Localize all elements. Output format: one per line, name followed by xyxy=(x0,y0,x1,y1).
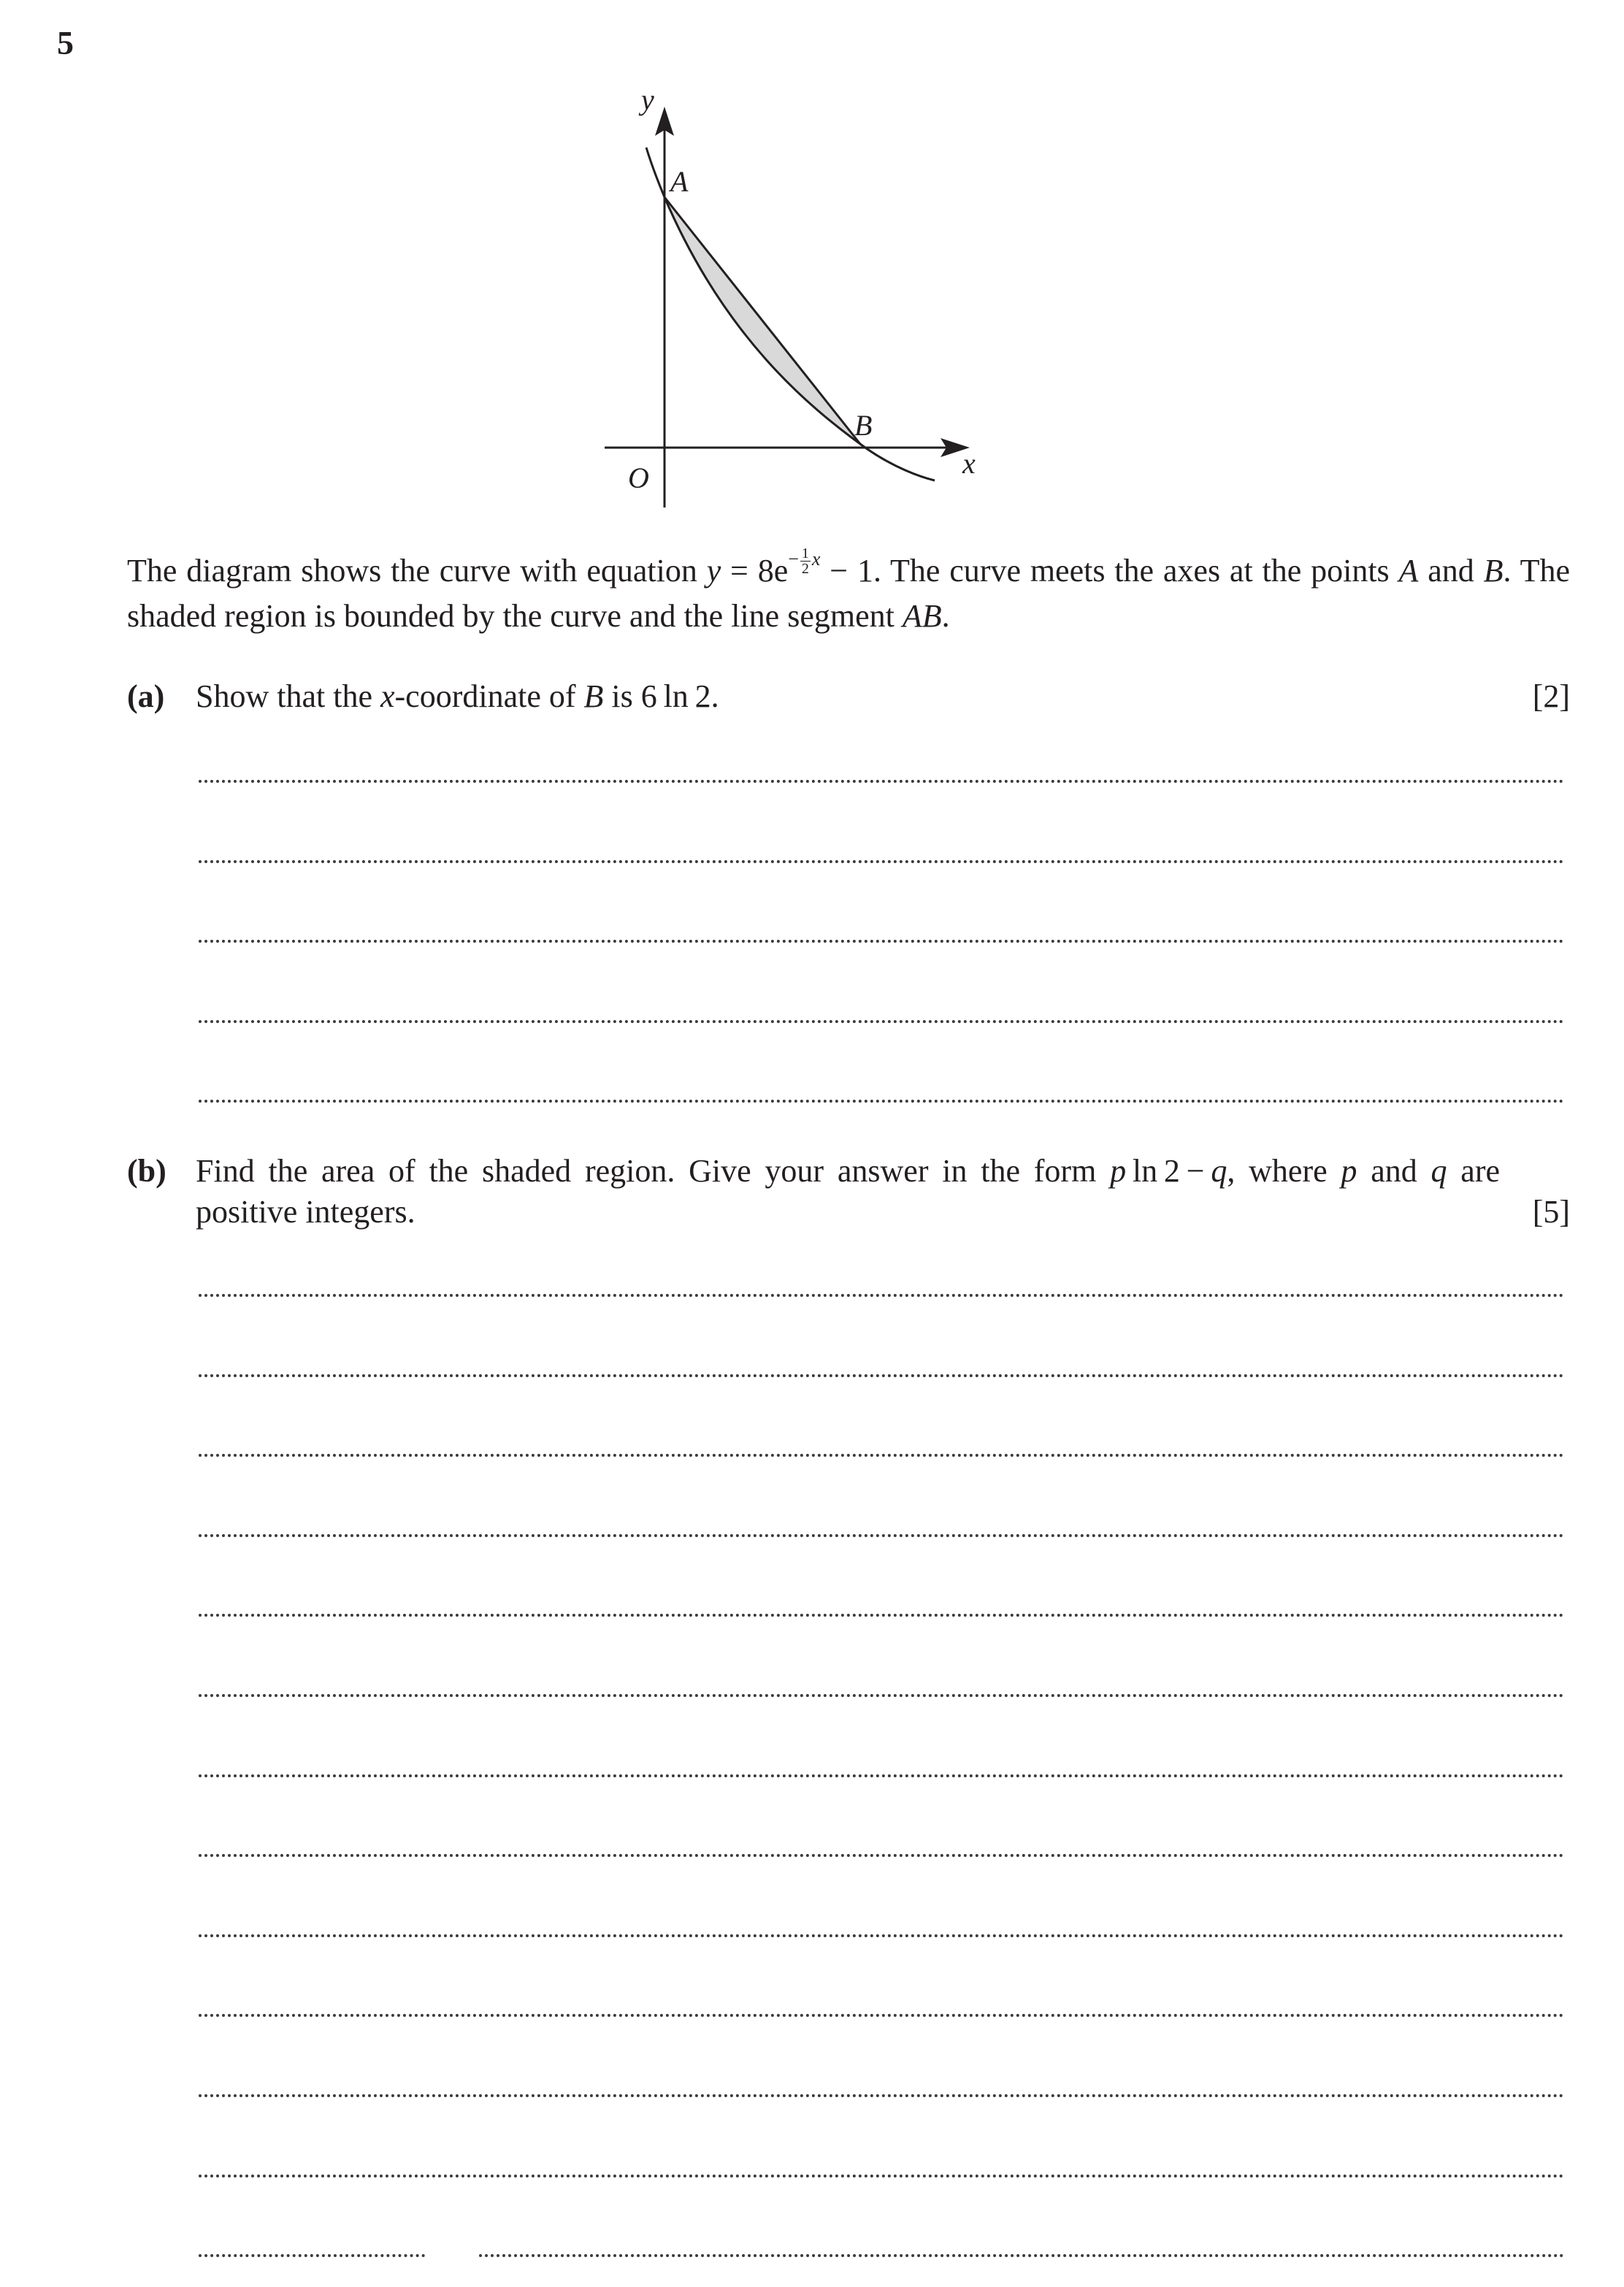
curve-equation: $y = 8e^{- \frac{1}{2} x} - 1$ xyxy=(706,545,873,589)
exponent: − 1 2 x xyxy=(788,545,821,577)
chord-ab xyxy=(664,197,860,444)
exponential-curve xyxy=(646,148,935,480)
answer-line[interactable] xyxy=(199,860,1564,863)
axis-x-label: x xyxy=(962,447,976,480)
part-a-marks: [2] xyxy=(1532,678,1570,714)
answer-line[interactable] xyxy=(199,1294,1564,1297)
part-b-text: Find the area of the shaded region. Give your answer in the form p ln 2 − q, where p and q are positive integers. xyxy=(196,1153,1501,1230)
question-intro: The diagram shows the curve with equation $y = 8e^{- \frac{1}{2} x} - 1$. The curve meets the axes at the points A and B. The shaded region is bounded by the curve and the line segment AB. xyxy=(127,545,1570,634)
axis-y-label: y xyxy=(641,83,654,116)
part-a-text: Show that the x-coordinate of B is 6 ln 2. xyxy=(196,678,719,714)
answer-line[interactable] xyxy=(199,1100,1564,1103)
answer-line[interactable] xyxy=(199,1854,1564,1857)
answer-line[interactable] xyxy=(199,1774,1564,1777)
answer-line[interactable] xyxy=(199,2254,425,2257)
answer-line[interactable] xyxy=(199,1020,1564,1023)
part-a xyxy=(127,676,1570,717)
point-b-label: B xyxy=(854,409,873,442)
exponent-fraction: $\frac{1}{2}$ xyxy=(801,545,809,577)
part-b-marks: [5] xyxy=(1532,1194,1570,1230)
answer-line[interactable] xyxy=(199,1454,1564,1457)
part-b xyxy=(127,1151,1570,1233)
curve-diagram xyxy=(555,73,1022,526)
answer-line[interactable] xyxy=(199,780,1564,783)
answer-line[interactable] xyxy=(199,2014,1564,2017)
point-a-label: A xyxy=(670,165,689,198)
part-a-label: (a) xyxy=(127,678,165,714)
answer-line[interactable] xyxy=(199,2094,1564,2097)
answer-line[interactable] xyxy=(199,1374,1564,1377)
answer-line[interactable] xyxy=(199,2175,1564,2177)
origin-label: O xyxy=(628,461,649,494)
part-b-label: (b) xyxy=(127,1153,166,1189)
answer-line[interactable] xyxy=(479,2254,1564,2257)
answer-line[interactable] xyxy=(199,1534,1564,1537)
question-number: 5 xyxy=(57,24,74,61)
answer-line[interactable] xyxy=(199,1934,1564,1937)
answer-line[interactable] xyxy=(199,940,1564,943)
answer-line[interactable] xyxy=(199,1614,1564,1617)
answer-line[interactable] xyxy=(199,1694,1564,1697)
